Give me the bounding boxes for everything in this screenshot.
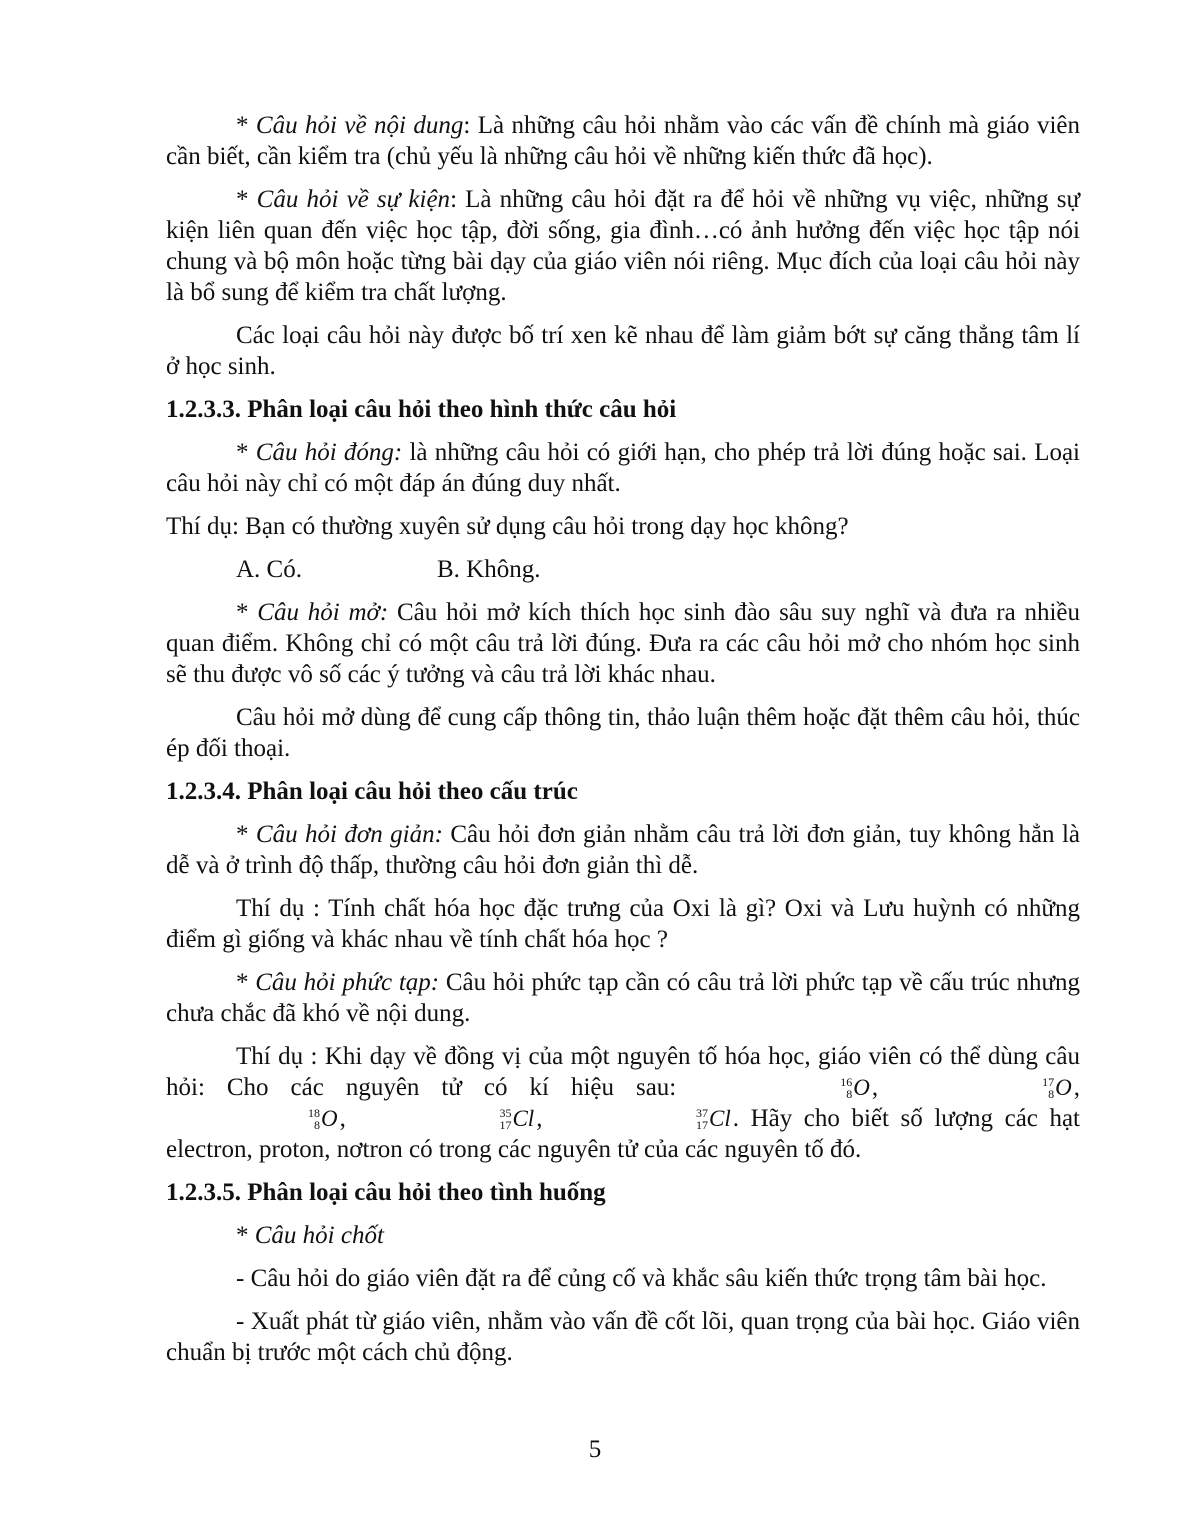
paragraph-key-question-title: * Câu hỏi chốt bbox=[236, 1222, 384, 1249]
paragraph-open-question-usage: Câu hỏi mở dùng để cung cấp thông tin, thảo luận thêm hoặc đặt thêm câu hỏi, thúc ép đối thoại. bbox=[166, 704, 1080, 762]
isotope-symbol: 16 8 O bbox=[840, 1075, 870, 1102]
paragraph-closed-question: * Câu hỏi đóng: là những câu hỏi có giới hạn, cho phép trả lời đúng hoặc sai. Loại câu hỏi này chỉ có một đáp án đúng duy nhất. bbox=[166, 439, 1081, 497]
term: Câu hỏi đóng: bbox=[255, 439, 403, 466]
term: Câu hỏi về sự kiện bbox=[256, 186, 451, 213]
section-heading-1-2-3-3: 1.2.3.3. Phân loại câu hỏi theo hình thức câu hỏi bbox=[166, 396, 677, 423]
paragraph-key-question-point-2: - Xuất phát từ giáo viên, nhằm vào vấn đề cốt lõi, quan trọng của bài học. Giáo viên chuẩn bị trước một cách chủ động. bbox=[166, 1308, 1080, 1366]
section-heading-1-2-3-4: 1.2.3.4. Phân loại câu hỏi theo cấu trúc bbox=[166, 778, 578, 805]
isotope-symbol: 17 8 O bbox=[1042, 1075, 1072, 1102]
isotope-symbol: 18 8 O bbox=[308, 1106, 338, 1133]
paragraph-complex-question: * Câu hỏi phức tạp: Câu hỏi phức tạp cần có câu trả lời phức tạp về cấu trúc nhưng chưa chắc đã khó về nội dung. bbox=[166, 969, 1081, 1027]
page-number: 5 bbox=[588, 1436, 602, 1463]
paragraph-example: Thí dụ: Bạn có thường xuyên sử dụng câu hỏi trong dạy học không? bbox=[166, 513, 849, 540]
option-b: B. Không. bbox=[436, 556, 541, 583]
option-a: A. Có. bbox=[236, 556, 302, 583]
paragraph-simple-question: * Câu hỏi đơn giản: Câu hỏi đơn giản nhằm câu trả lời đơn giản, tuy không hẳn là dễ và ở trình độ thấp, thường câu hỏi đơn giản thì dễ. bbox=[166, 821, 1081, 879]
isotope-symbol: 37 17 Cl bbox=[696, 1106, 731, 1133]
paragraph-content-question: * Câu hỏi về nội dung: Là những câu hỏi nhằm vào các vấn đề chính mà giáo viên cần biết, cần kiểm tra (chủ yếu là những câu hỏi về những kiến thức đã học). bbox=[166, 112, 1081, 170]
paragraph-summary: Các loại câu hỏi này được bố trí xen kẽ nhau để làm giảm bớt sự căng thẳng tâm lí ở học sinh. bbox=[166, 322, 1080, 380]
paragraph-key-question-point-1: - Câu hỏi do giáo viên đặt ra để củng cố và khắc sâu kiến thức trọng tâm bài học. bbox=[236, 1265, 1047, 1292]
paragraph-example-oxygen: Thí dụ : Tính chất hóa học đặc trưng của Oxi là gì? Oxi và Lưu huỳnh có những điểm gì giống và khác nhau về tính chất hóa học ? bbox=[166, 895, 1080, 953]
answer-options bbox=[166, 554, 1080, 585]
document-body bbox=[166, 110, 1080, 1380]
term: Câu hỏi mở: bbox=[257, 599, 389, 626]
term: Câu hỏi đơn giản: bbox=[255, 821, 443, 848]
term: Câu hỏi về nội dung bbox=[255, 112, 464, 139]
section-heading-1-2-3-5: 1.2.3.5. Phân loại câu hỏi theo tình huống bbox=[166, 1179, 606, 1206]
paragraph-example-isotopes: Thí dụ : Khi dạy về đồng vị của một nguyên tố hóa học, giáo viên có thể dùng câu hỏi: Cho các nguyên tử có kí hiệu sau: 16 8 O, 17 8 O, 18 8 O, 35 17 Cl, 37 17 Cl. Hãy cho biết số lượng các hạt electron, proton, nơtron có trong các nguyên tử của các nguyên tố đó. bbox=[166, 1043, 1081, 1163]
isotope-symbol: 35 17 Cl bbox=[499, 1106, 535, 1133]
term: Câu hỏi phức tạp: bbox=[255, 969, 440, 996]
paragraph-open-question: * Câu hỏi mở: Câu hỏi mở kích thích học sinh đào sâu suy nghĩ và đưa ra nhiều quan điểm. Không chỉ có một câu trả lời đúng. Đưa ra các câu hỏi mở cho nhóm học sinh sẽ thu được vô số các ý tưởng và câu trả lời khác nhau. bbox=[166, 599, 1081, 688]
paragraph-event-question: * Câu hỏi về sự kiện: Là những câu hỏi đặt ra để hỏi về những vụ việc, những sự kiện liên quan đến việc học tập, đời sống, gia đình…có ảnh hưởng đến việc học tập nói chung và bộ môn hoặc từng bài dạy của giáo viên nói riêng. Mục đích của loại câu hỏi này là bổ sung để kiểm tra chất lượng. bbox=[166, 186, 1080, 306]
